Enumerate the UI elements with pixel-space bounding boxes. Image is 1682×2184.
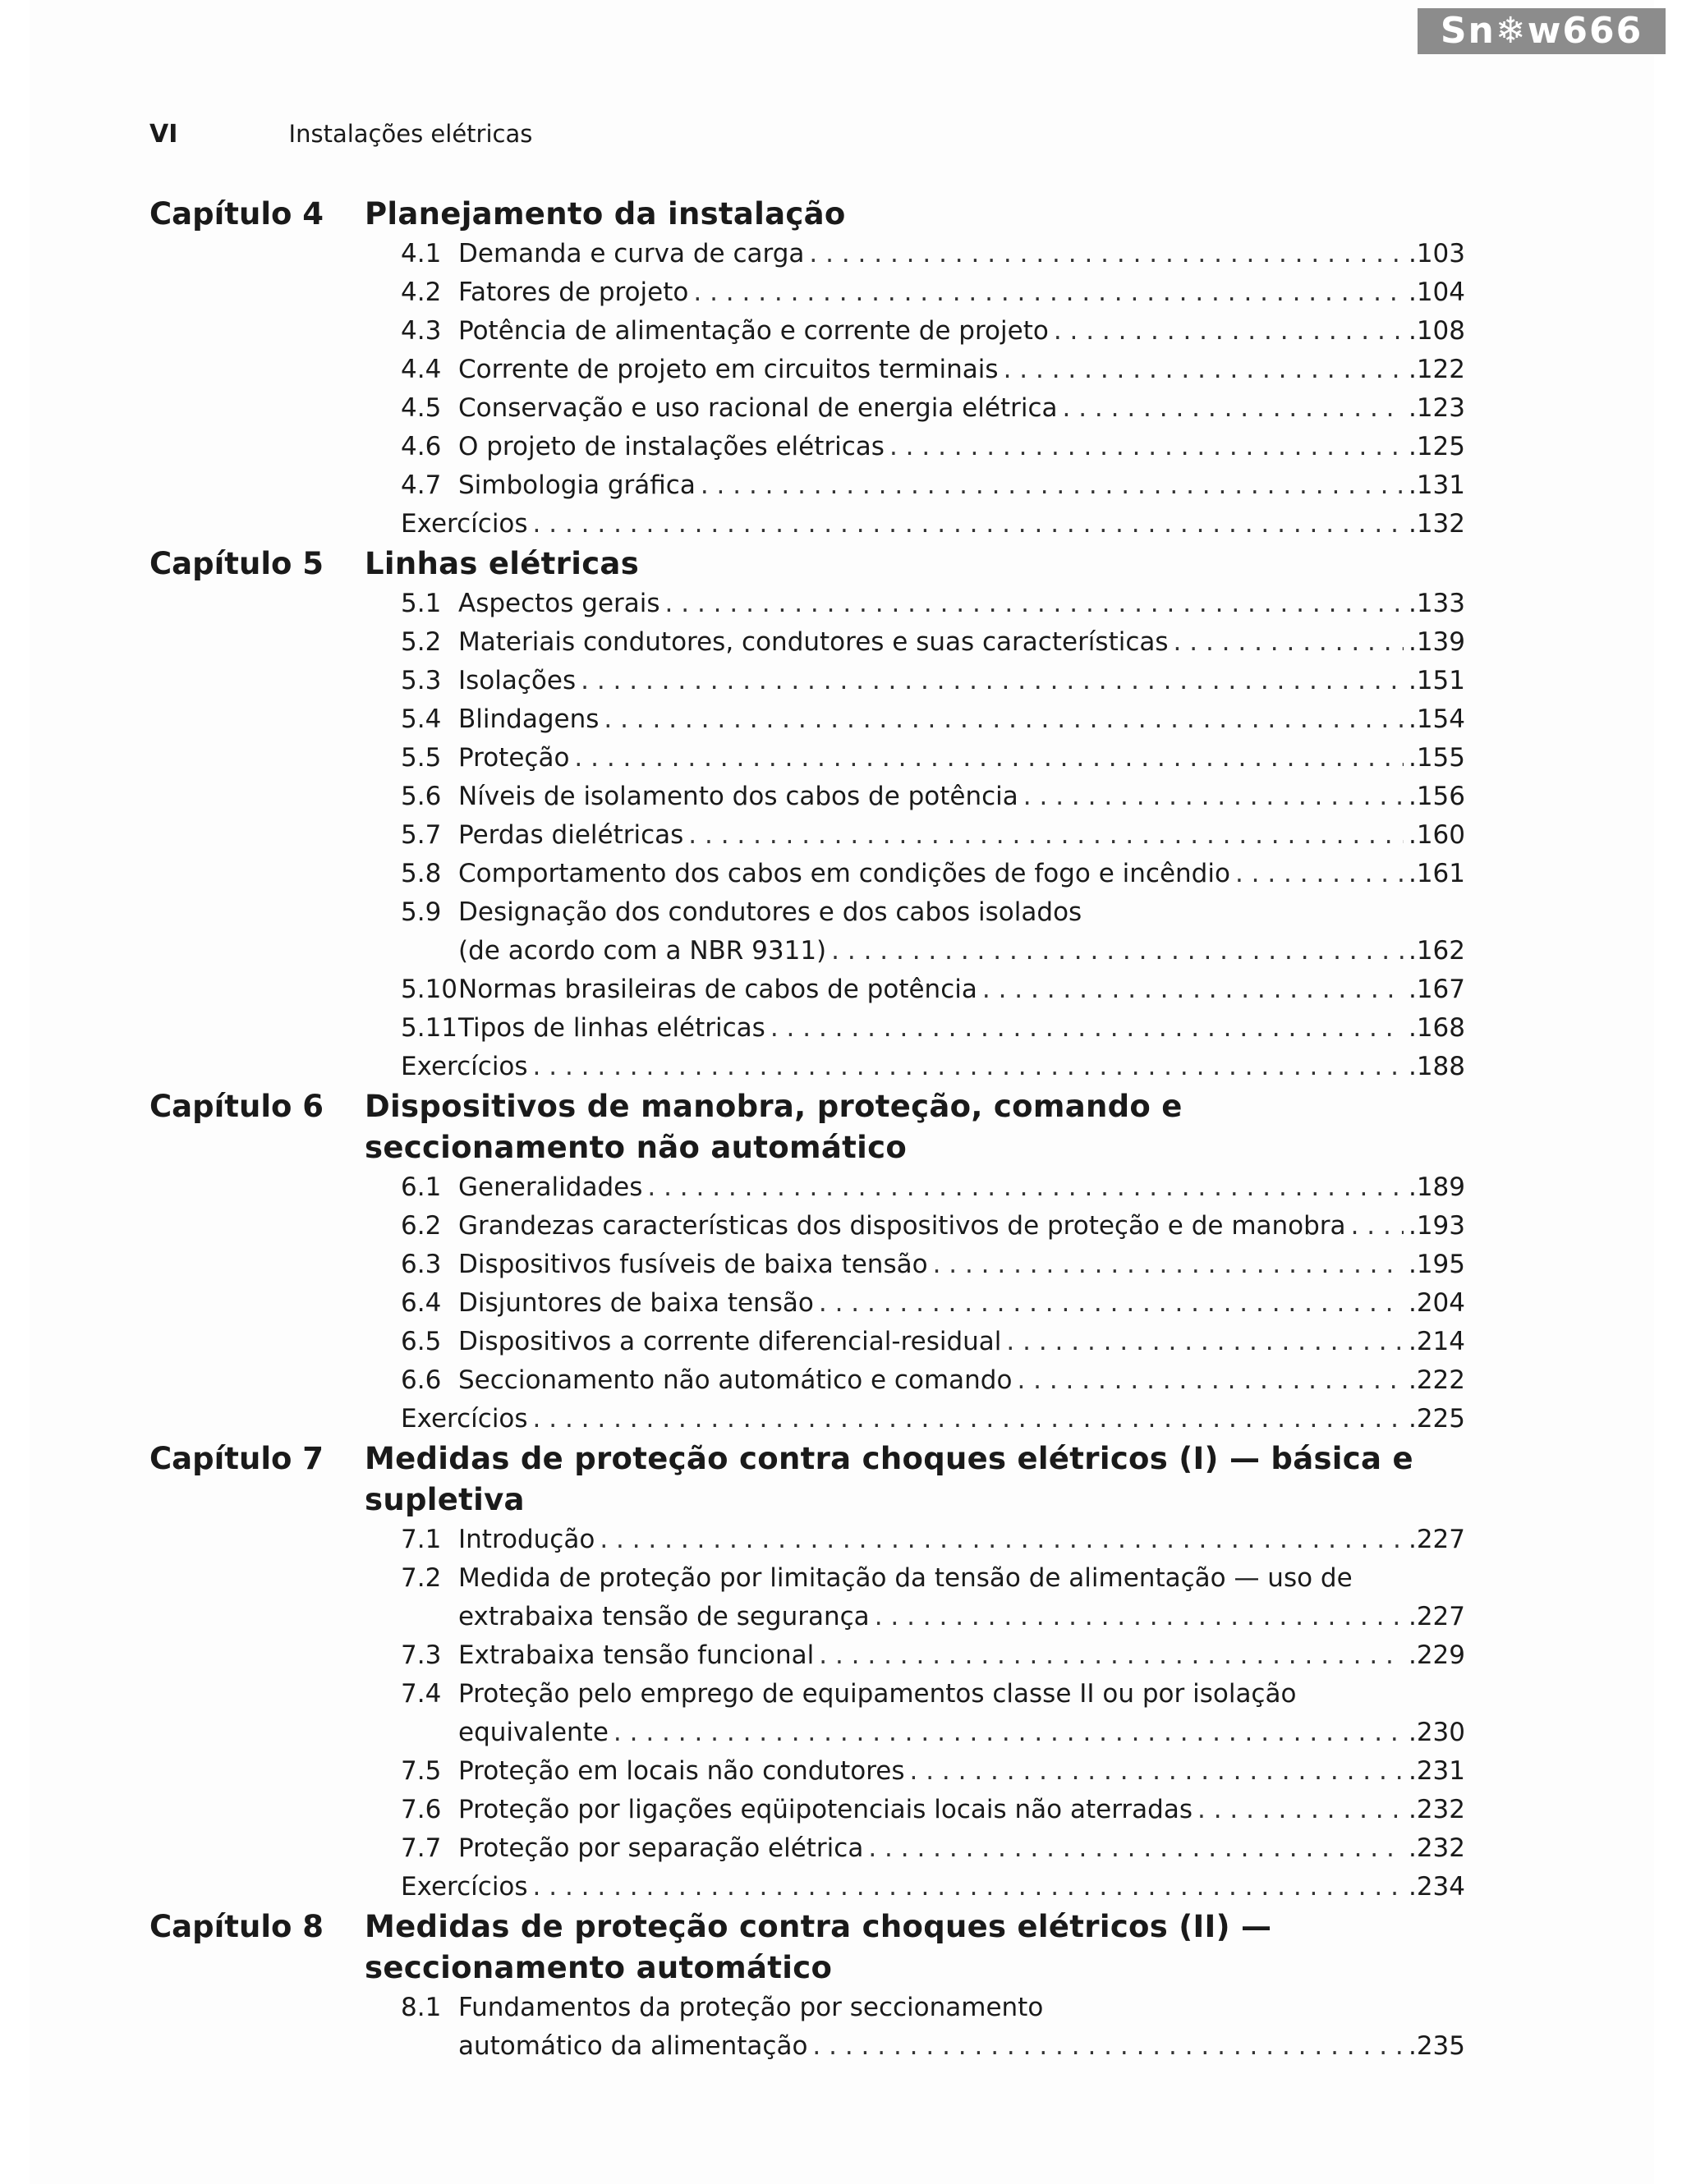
- chapter-title-line: Linhas elétricas: [365, 546, 640, 581]
- dot-leader: [614, 1714, 1404, 1752]
- page-number: .214: [1408, 1327, 1465, 1356]
- dot-leader: [770, 1009, 1404, 1048]
- toc-entry: [401, 855, 1465, 893]
- page-number: .168: [1408, 1013, 1465, 1043]
- section-number: 7.3: [401, 1640, 442, 1670]
- section-title: Grandezas características dos dispositivos de proteção e de manobra: [458, 1211, 1346, 1241]
- section-number: 4.3: [401, 316, 442, 346]
- dot-leader: [1054, 312, 1404, 351]
- section-number: 7.2: [401, 1563, 442, 1593]
- section-number: 5.4: [401, 704, 442, 734]
- dot-leader: [812, 2027, 1404, 2066]
- page-number: .229: [1408, 1640, 1465, 1670]
- running-title: Instalações elétricas: [288, 120, 533, 148]
- dot-leader: [889, 428, 1404, 466]
- chapter-heading: [149, 544, 1490, 585]
- section-number: 6.3: [401, 1250, 442, 1279]
- section-number: 6.4: [401, 1288, 442, 1318]
- page-number: .123: [1408, 393, 1465, 423]
- toc-entry: [401, 662, 1465, 700]
- chapter-title-line: seccionamento automático: [365, 1950, 833, 1985]
- toc-entry: [401, 739, 1465, 778]
- dot-leader: [868, 1829, 1404, 1868]
- section-number: 7.4: [401, 1679, 442, 1709]
- dot-leader: [1063, 389, 1404, 428]
- toc-entry: [401, 389, 1465, 428]
- toc-entry: [401, 1048, 1465, 1086]
- chapter-label: Capítulo 4: [149, 196, 324, 232]
- toc-entry: [401, 1168, 1465, 1207]
- dot-leader: [701, 466, 1404, 505]
- toc-entry: [401, 505, 1465, 544]
- toc-entry: [401, 970, 1465, 1009]
- section-title: O projeto de instalações elétricas: [458, 432, 885, 461]
- chapter-heading: [149, 1086, 1490, 1168]
- table-of-contents: [149, 194, 1490, 2066]
- page-number: .122: [1408, 355, 1465, 384]
- section-number: 5.3: [401, 666, 442, 695]
- dot-leader: [533, 1048, 1404, 1086]
- toc-entry: [401, 700, 1465, 739]
- dot-leader: [1023, 778, 1404, 816]
- chapter-title: [365, 1086, 1183, 1168]
- section-title: Fundamentos da proteção por seccionamento: [458, 1993, 1044, 2022]
- chapter-label: Capítulo 5: [149, 546, 324, 581]
- section-title: Proteção em locais não condutores: [458, 1756, 905, 1786]
- dot-leader: [533, 1400, 1404, 1438]
- page-number: .204: [1408, 1288, 1465, 1318]
- toc-entry: [401, 1559, 1465, 1598]
- section-number: 7.5: [401, 1756, 442, 1786]
- page-number: .161: [1408, 859, 1465, 888]
- chapter-label: Capítulo 7: [149, 1441, 324, 1476]
- toc-entry: [401, 585, 1465, 623]
- section-title: Demanda e curva de carga: [458, 239, 805, 268]
- dot-leader: [875, 1598, 1404, 1636]
- dot-leader: [665, 585, 1404, 623]
- section-number: 7.1: [401, 1525, 442, 1554]
- section-title: Proteção por ligações eqüipotenciais locais não aterradas: [458, 1795, 1193, 1824]
- section-number: 6.2: [401, 1211, 442, 1241]
- page-number: .231: [1408, 1756, 1465, 1786]
- dot-leader: [688, 816, 1404, 855]
- toc-entry: [401, 932, 1465, 970]
- page-number: .227: [1408, 1525, 1465, 1554]
- dot-leader: [574, 739, 1404, 778]
- chapter-title-line: Medidas de proteção contra choques elétricos (I) — básica e supletiva: [365, 1441, 1413, 1517]
- toc-entry: [401, 1829, 1465, 1868]
- toc-entry: [401, 1989, 1465, 2027]
- chapter-heading: [149, 1438, 1490, 1521]
- toc-entry: [401, 1598, 1465, 1636]
- section-title: Isolações: [458, 666, 577, 695]
- page-number: .154: [1408, 704, 1465, 734]
- toc-entry: [401, 1400, 1465, 1438]
- toc-entry: [401, 1009, 1465, 1048]
- page-number: .125: [1408, 432, 1465, 461]
- page-number: .225: [1408, 1404, 1465, 1434]
- section-title: Comportamento dos cabos em condições de fogo e incêndio: [458, 859, 1230, 888]
- section-title: Extrabaixa tensão funcional: [458, 1640, 815, 1670]
- page-number: .234: [1408, 1872, 1465, 1902]
- section-title: Generalidades: [458, 1172, 643, 1202]
- section-title: Exercícios: [401, 1052, 528, 1081]
- chapter-heading: [149, 1906, 1490, 1989]
- toc-entry: [401, 1752, 1465, 1791]
- chapter-section: [149, 1438, 1490, 1906]
- running-head: [149, 120, 532, 149]
- section-title: Proteção: [458, 743, 570, 773]
- section-title: Exercícios: [401, 1872, 528, 1902]
- section-title: Disjuntores de baixa tensão: [458, 1288, 814, 1318]
- dot-leader: [1235, 855, 1404, 893]
- section-number: 5.2: [401, 627, 442, 657]
- chapter-title-line: Medidas de proteção contra choques elétricos (II) —: [365, 1909, 1272, 1944]
- toc-entry: [401, 1323, 1465, 1361]
- section-title: Normas brasileiras de cabos de potência: [458, 975, 977, 1004]
- page-number: .103: [1408, 239, 1465, 268]
- toc-entry: [401, 351, 1465, 389]
- section-title: Potência de alimentação e corrente de projeto: [458, 316, 1049, 346]
- section-number: 5.7: [401, 820, 442, 850]
- dot-leader: [982, 970, 1404, 1009]
- section-number: 5.8: [401, 859, 442, 888]
- section-number: 4.5: [401, 393, 442, 423]
- section-title: Exercícios: [401, 1404, 528, 1434]
- dot-leader: [909, 1752, 1403, 1791]
- page-number: .222: [1408, 1365, 1465, 1395]
- chapter-section: [149, 544, 1490, 1086]
- page-number: .189: [1408, 1172, 1465, 1202]
- section-title: Materiais condutores, condutores e suas características: [458, 627, 1169, 657]
- section-number: 5.1: [401, 589, 442, 618]
- chapter-section: [149, 194, 1490, 544]
- dot-leader: [1197, 1791, 1404, 1829]
- section-title: Aspectos gerais: [458, 589, 660, 618]
- page-number: .193: [1408, 1211, 1465, 1241]
- chapter-section: [149, 1086, 1490, 1438]
- section-title: Dispositivos a corrente diferencial-residual: [458, 1327, 1002, 1356]
- toc-entry: [401, 1714, 1465, 1752]
- section-title: Perdas dielétricas: [458, 820, 684, 850]
- chapter-title: [365, 544, 639, 585]
- page-number: .132: [1408, 509, 1465, 539]
- page-folio: VI: [149, 120, 178, 149]
- dot-leader: [581, 662, 1404, 700]
- section-title: Introdução: [458, 1525, 595, 1554]
- section-number: 7.7: [401, 1833, 442, 1863]
- page-number: .131: [1408, 470, 1465, 500]
- toc-entry: [401, 1636, 1465, 1675]
- section-title: Blindagens: [458, 704, 600, 734]
- page-number: .167: [1408, 975, 1465, 1004]
- page-number: .235: [1408, 2031, 1465, 2061]
- section-number: 5.11: [401, 1013, 458, 1043]
- toc-entry: [401, 778, 1465, 816]
- section-number: 5.9: [401, 897, 442, 927]
- chapter-label: Capítulo 6: [149, 1089, 324, 1124]
- dot-leader: [1174, 623, 1404, 662]
- toc-entry: [401, 1246, 1465, 1284]
- chapter-title: [365, 1438, 1490, 1521]
- page-number: .133: [1408, 589, 1465, 618]
- toc-entry: [401, 1207, 1465, 1246]
- section-number: 5.5: [401, 743, 442, 773]
- page-number: .162: [1408, 936, 1465, 966]
- toc-entry: [401, 1791, 1465, 1829]
- section-title: Medida de proteção por limitação da tensão de alimentação — uso de: [458, 1563, 1353, 1593]
- section-title: Exercícios: [401, 509, 528, 539]
- chapter-label: Capítulo 8: [149, 1909, 324, 1944]
- section-number: 6.1: [401, 1172, 442, 1202]
- section-title: Proteção pelo emprego de equipamentos classe II ou por isolação: [458, 1679, 1297, 1709]
- dot-leader: [809, 235, 1404, 273]
- page-number: .232: [1408, 1833, 1465, 1863]
- page-number: .232: [1408, 1795, 1465, 1824]
- section-title: Corrente de projeto em circuitos terminais: [458, 355, 999, 384]
- toc-entry: [401, 235, 1465, 273]
- page-number: .151: [1408, 666, 1465, 695]
- toc-entry: [401, 466, 1465, 505]
- toc-entry: [401, 2027, 1465, 2066]
- page-number: .195: [1408, 1250, 1465, 1279]
- section-number: 6.6: [401, 1365, 442, 1395]
- section-title: Seccionamento não automático e comando: [458, 1365, 1013, 1395]
- page-number: .230: [1408, 1718, 1465, 1747]
- page-number: .188: [1408, 1052, 1465, 1081]
- section-title: Simbologia gráfica: [458, 470, 696, 500]
- dot-leader: [647, 1168, 1404, 1207]
- section-title: Dispositivos fusíveis de baixa tensão: [458, 1250, 928, 1279]
- section-title: Proteção por separação elétrica: [458, 1833, 864, 1863]
- dot-leader: [693, 273, 1404, 312]
- chapter-section: [149, 1906, 1490, 2066]
- section-title: equivalente: [458, 1718, 609, 1747]
- page-number: .139: [1408, 627, 1465, 657]
- section-number: 5.6: [401, 782, 442, 811]
- toc-entry: [401, 1361, 1465, 1400]
- page-number: .104: [1408, 278, 1465, 307]
- section-title: Designação dos condutores e dos cabos isolados: [458, 897, 1082, 927]
- toc-entry: [401, 1284, 1465, 1323]
- chapter-title-line: Planejamento da instalação: [365, 196, 846, 232]
- dot-leader: [1004, 351, 1404, 389]
- dot-leader: [604, 700, 1404, 739]
- section-number: 6.5: [401, 1327, 442, 1356]
- toc-entry: [401, 273, 1465, 312]
- toc-entry: [401, 312, 1465, 351]
- chapter-title-line: Dispositivos de manobra, proteção, comando e: [365, 1089, 1183, 1124]
- chapter-title: [365, 194, 846, 235]
- section-number: 7.6: [401, 1795, 442, 1824]
- dot-leader: [533, 505, 1404, 544]
- toc-entry: [401, 428, 1465, 466]
- section-title: Fatores de projeto: [458, 278, 689, 307]
- section-number: 8.1: [401, 1993, 442, 2022]
- dot-leader: [1351, 1207, 1404, 1246]
- dot-leader: [1017, 1361, 1404, 1400]
- dot-leader: [600, 1521, 1404, 1559]
- section-number: 4.1: [401, 239, 442, 268]
- section-number: 4.2: [401, 278, 442, 307]
- section-title: (de acordo com a NBR 9311): [458, 936, 827, 966]
- page-number: .156: [1408, 782, 1465, 811]
- dot-leader: [831, 932, 1404, 970]
- section-number: 4.6: [401, 432, 442, 461]
- watermark-logo: Sn❄w666: [1418, 8, 1666, 54]
- chapter-title-line: seccionamento não automático: [365, 1130, 908, 1165]
- dot-leader: [933, 1246, 1404, 1284]
- section-title: extrabaixa tensão de segurança: [458, 1602, 870, 1631]
- section-number: 5.10: [401, 975, 458, 1004]
- section-title: automático da alimentação: [458, 2031, 808, 2061]
- section-title: Níveis de isolamento dos cabos de potência: [458, 782, 1018, 811]
- toc-entry: [401, 1521, 1465, 1559]
- page-number: .155: [1408, 743, 1465, 773]
- toc-entry: [401, 1868, 1465, 1906]
- section-title: Tipos de linhas elétricas: [458, 1013, 765, 1043]
- toc-entry: [401, 816, 1465, 855]
- dot-leader: [819, 1284, 1404, 1323]
- toc-entry: [401, 623, 1465, 662]
- toc-entry: [401, 1675, 1465, 1714]
- chapter-heading: [149, 194, 1490, 235]
- page-number: .108: [1408, 316, 1465, 346]
- section-number: 4.7: [401, 470, 442, 500]
- chapter-title: [365, 1906, 1271, 1989]
- page-number: .227: [1408, 1602, 1465, 1631]
- page-number: .160: [1408, 820, 1465, 850]
- dot-leader: [819, 1636, 1404, 1675]
- dot-leader: [1006, 1323, 1404, 1361]
- section-title: Conservação e uso racional de energia elétrica: [458, 393, 1058, 423]
- toc-entry: [401, 893, 1465, 932]
- section-number: 4.4: [401, 355, 442, 384]
- dot-leader: [533, 1868, 1404, 1906]
